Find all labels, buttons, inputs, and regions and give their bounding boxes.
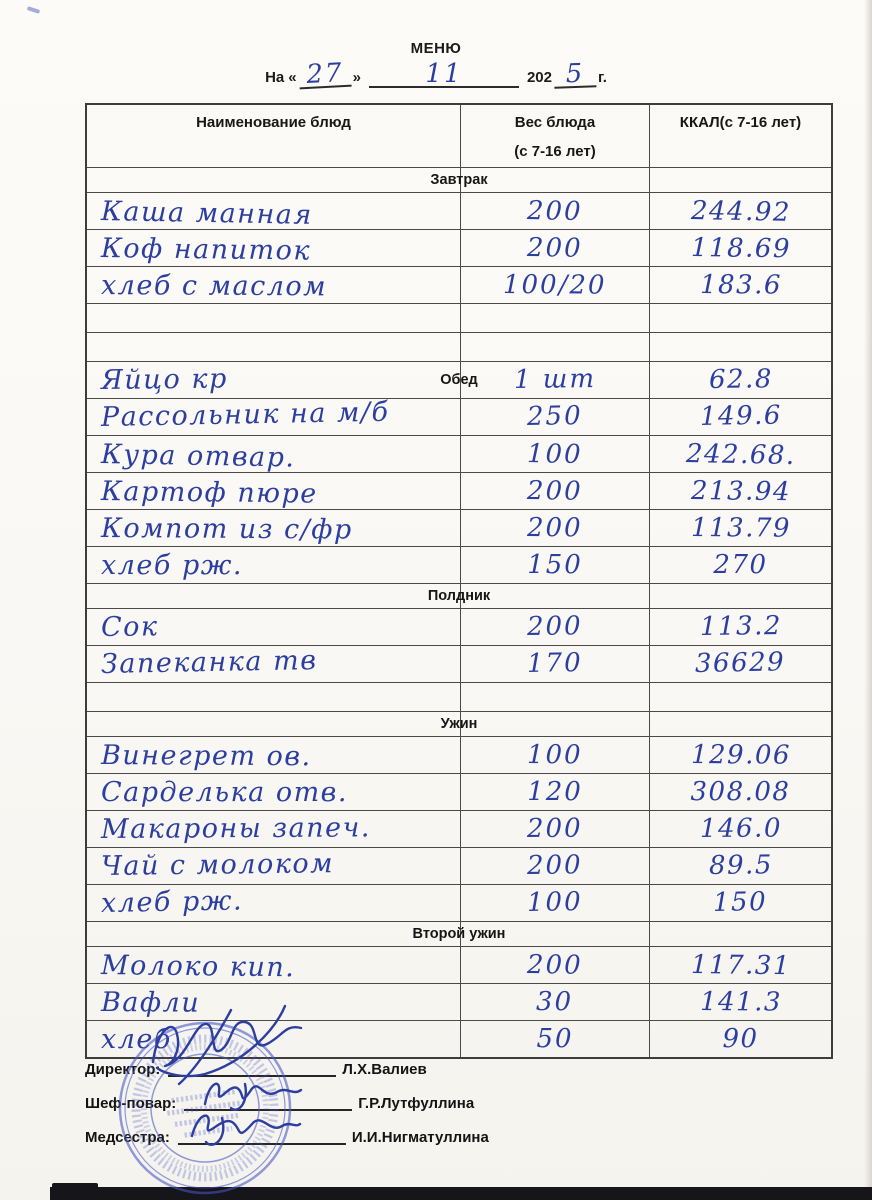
section-row — [87, 167, 831, 192]
signatory-name: Л.Х.Валиев — [342, 1061, 427, 1078]
column-header-dish-name-label: Наименование блюд — [196, 114, 351, 131]
cell-weight — [460, 168, 649, 192]
handwritten-kcal: 146.0 — [699, 813, 782, 844]
cell-name — [87, 510, 460, 546]
cell-name — [87, 168, 460, 192]
empty-row — [87, 682, 831, 711]
cell-weight — [460, 267, 649, 303]
cell-kcal — [649, 267, 831, 303]
section-row — [87, 921, 831, 946]
cell-kcal — [649, 168, 831, 192]
handwritten-name: Чай с молоком — [100, 847, 335, 882]
cell-weight — [460, 774, 649, 810]
section-label: Завтрак — [430, 172, 488, 188]
cell-kcal — [649, 473, 831, 509]
column-header-kcal-label: ККАЛ(с 7-16 лет) — [679, 114, 802, 131]
handwritten-kcal: 244.92 — [690, 196, 791, 228]
cell-weight — [460, 947, 649, 983]
handwritten-kcal: 150 — [713, 887, 768, 918]
menu-item-row — [87, 472, 831, 509]
date-open-quote: « — [288, 69, 297, 86]
cell-weight — [460, 646, 649, 682]
handwritten-name: Коф напиток — [100, 232, 312, 267]
menu-item-row — [87, 736, 831, 773]
handwritten-name: Сарделька отв. — [101, 776, 348, 808]
handwritten-name: Каша манная — [100, 195, 314, 231]
cell-name — [87, 848, 460, 884]
signatory-name: И.И.Нигматуллина — [351, 1129, 489, 1146]
handwritten-weight: 170 — [526, 647, 584, 679]
cell-kcal — [649, 193, 831, 229]
section-row — [87, 711, 831, 736]
cell-weight — [460, 436, 649, 472]
handwritten-name: Рассольник на м/б — [100, 396, 390, 433]
cell-name — [87, 922, 460, 946]
document-title: МЕНЮ — [410, 40, 462, 57]
cell-name — [87, 811, 460, 847]
handwritten-name: хлеб рж. — [101, 549, 244, 581]
menu-item-row — [87, 509, 831, 546]
cell-kcal — [649, 609, 831, 645]
cell-name — [87, 584, 460, 608]
cell-kcal — [649, 362, 831, 398]
handwritten-kcal: 308.08 — [690, 777, 791, 807]
nurse-signature — [178, 1100, 308, 1152]
cell-name — [87, 737, 460, 773]
signatory-name: Г.Р.Лутфуллина — [358, 1095, 475, 1112]
cell-kcal — [649, 510, 831, 546]
cell-name — [87, 333, 460, 361]
handwritten-name: Запеканка тв — [100, 644, 318, 680]
handwritten-name: Яйцо кр — [100, 362, 228, 396]
cell-name — [87, 609, 460, 645]
signatory-role: Шеф-повар: — [85, 1095, 177, 1112]
handwritten-name: Вафли — [100, 986, 201, 1019]
handwritten-kcal: 141.3 — [699, 987, 782, 1018]
date-line — [0, 58, 872, 90]
cell-kcal — [649, 811, 831, 847]
cell-kcal — [649, 848, 831, 884]
cell-weight — [460, 304, 649, 332]
cell-weight — [460, 1021, 649, 1057]
cell-name — [87, 885, 460, 921]
handwritten-kcal: 213.94 — [690, 476, 791, 508]
cell-kcal — [649, 547, 831, 583]
cell-kcal — [649, 230, 831, 266]
menu-item-row — [87, 546, 831, 583]
scan-edge-shadow — [864, 0, 872, 1200]
cell-kcal — [649, 947, 831, 983]
handwritten-name: Кура отвар. — [100, 438, 296, 474]
cell-weight — [460, 399, 649, 435]
menu-item-row — [87, 398, 831, 435]
cell-kcal — [649, 304, 831, 332]
cell-weight — [460, 683, 649, 711]
handwritten-kcal: 90 — [722, 1024, 759, 1054]
column-header-kcal — [649, 105, 831, 167]
date-year-printed: 202 — [526, 69, 552, 86]
handwritten-name: хлеб с маслом — [100, 269, 328, 302]
column-header-weight-line1: Вес блюда — [514, 114, 596, 131]
cell-name — [87, 304, 460, 332]
menu-item-row — [87, 847, 831, 884]
empty-row — [87, 332, 831, 361]
cell-weight — [460, 737, 649, 773]
table-header-row — [87, 105, 831, 167]
menu-item-row — [87, 810, 831, 847]
section-label: Второй ужин — [412, 926, 506, 942]
cell-weight — [460, 193, 649, 229]
handwritten-kcal: 113.79 — [690, 513, 791, 544]
cell-kcal — [649, 1021, 831, 1057]
handwritten-kcal: 129.06 — [690, 740, 791, 771]
date-year-suffix: г. — [597, 69, 607, 86]
menu-item-row — [87, 266, 831, 303]
cell-kcal — [649, 737, 831, 773]
column-header-dish-name — [87, 105, 460, 167]
handwritten-kcal: 242.68. — [685, 439, 796, 472]
cell-weight — [460, 547, 649, 583]
cell-name — [87, 230, 460, 266]
cell-kcal — [649, 922, 831, 946]
handwritten-kcal: 62.8 — [708, 364, 773, 395]
cell-name — [87, 396, 460, 435]
handwritten-weight: 120 — [527, 777, 583, 807]
column-header-weight-line2: (с 7-16 лет) — [514, 143, 596, 160]
handwritten-kcal: 89.5 — [708, 850, 773, 881]
cell-name — [87, 646, 460, 682]
cell-weight — [460, 609, 649, 645]
handwritten-kcal: 118.69 — [690, 233, 791, 265]
menu-item-row — [87, 645, 831, 682]
cell-weight — [460, 984, 649, 1020]
cell-kcal — [649, 584, 831, 608]
cell-weight — [460, 922, 649, 946]
date-day-handwritten: 27 — [298, 61, 351, 90]
cell-name — [87, 362, 460, 398]
handwritten-weight: 100 — [526, 439, 584, 471]
cell-weight — [460, 584, 649, 608]
signatory-role: Директор: — [85, 1061, 161, 1078]
menu-item-row — [87, 884, 831, 921]
cell-weight — [460, 811, 649, 847]
handwritten-kcal: 270 — [713, 550, 768, 580]
handwritten-weight: 250 — [526, 400, 584, 432]
cell-name — [87, 947, 460, 983]
cell-kcal — [649, 436, 831, 472]
cell-weight — [460, 362, 649, 398]
cell-name — [87, 436, 460, 472]
section-row — [87, 583, 831, 608]
menu-table — [85, 103, 833, 1059]
cell-weight — [460, 510, 649, 546]
handwritten-weight: 100 — [527, 740, 583, 771]
cell-weight — [460, 473, 649, 509]
handwritten-kcal: 149.6 — [699, 400, 782, 432]
handwritten-weight: 1 шт — [513, 363, 597, 395]
handwritten-name: Винегрет ов. — [100, 739, 312, 772]
handwritten-weight: 100 — [526, 886, 584, 918]
cell-name — [87, 683, 460, 711]
cell-kcal — [649, 712, 831, 736]
cell-kcal — [649, 333, 831, 361]
handwritten-weight: 200 — [527, 813, 583, 844]
menu-item-row — [87, 946, 831, 983]
handwritten-kcal: 113.2 — [699, 611, 782, 642]
cell-weight — [460, 333, 649, 361]
handwritten-name: Сок — [100, 610, 159, 643]
handwritten-weight: 100/20 — [503, 270, 607, 301]
menu-item-row — [87, 192, 831, 229]
handwritten-name: хлеб рж. — [100, 884, 244, 919]
menu-item-row — [87, 773, 831, 810]
handwritten-weight: 50 — [536, 1024, 574, 1054]
menu-item-row — [87, 608, 831, 645]
section-and-item-row — [87, 361, 831, 398]
handwritten-kcal: 36629 — [695, 647, 786, 679]
section-label: Обед — [440, 372, 478, 388]
handwritten-kcal: 117.31 — [690, 950, 791, 982]
handwritten-weight: 200 — [526, 196, 584, 228]
cell-name — [87, 473, 460, 509]
section-label: Ужин — [440, 716, 478, 732]
date-close-quote: » — [352, 69, 361, 86]
date-year-handwritten: 5 — [554, 61, 597, 88]
handwritten-weight: 200 — [527, 611, 584, 642]
cell-weight — [460, 885, 649, 921]
handwritten-kcal: 183.6 — [699, 270, 782, 301]
handwritten-name: хлеб — [101, 1023, 172, 1055]
cell-kcal — [649, 683, 831, 711]
cell-weight — [460, 848, 649, 884]
handwritten-name: Картоф пюре — [100, 475, 318, 510]
handwritten-weight: 150 — [527, 550, 583, 580]
cell-kcal — [649, 399, 831, 435]
menu-item-row — [87, 229, 831, 266]
signatory-role: Медсестра: — [85, 1129, 170, 1146]
column-header-weight — [460, 105, 649, 167]
cell-kcal — [649, 984, 831, 1020]
handwritten-weight: 30 — [536, 987, 574, 1018]
cell-kcal — [649, 646, 831, 682]
empty-row — [87, 303, 831, 332]
handwritten-weight: 200 — [527, 233, 584, 264]
cell-kcal — [649, 885, 831, 921]
date-month-handwritten: 11 — [369, 62, 519, 88]
section-label: Полдник — [427, 588, 491, 604]
handwritten-weight: 200 — [527, 950, 584, 981]
cell-weight — [460, 230, 649, 266]
handwritten-weight: 200 — [527, 513, 583, 544]
handwritten-name: Компот из с/фр — [100, 512, 353, 546]
cell-name — [87, 712, 460, 736]
handwritten-weight: 200 — [527, 850, 584, 881]
cell-kcal — [649, 774, 831, 810]
cell-weight — [460, 712, 649, 736]
cell-name — [87, 267, 460, 303]
date-prefix: На — [265, 69, 285, 86]
cell-name — [87, 547, 460, 583]
handwritten-name: Макароны запеч. — [100, 811, 372, 845]
cell-name — [87, 774, 460, 810]
handwritten-weight: 200 — [527, 476, 584, 507]
menu-item-row — [87, 435, 831, 472]
scan-artifact-mark — [27, 6, 41, 14]
cell-name — [87, 193, 460, 229]
handwritten-name: Молоко кип. — [100, 949, 296, 983]
